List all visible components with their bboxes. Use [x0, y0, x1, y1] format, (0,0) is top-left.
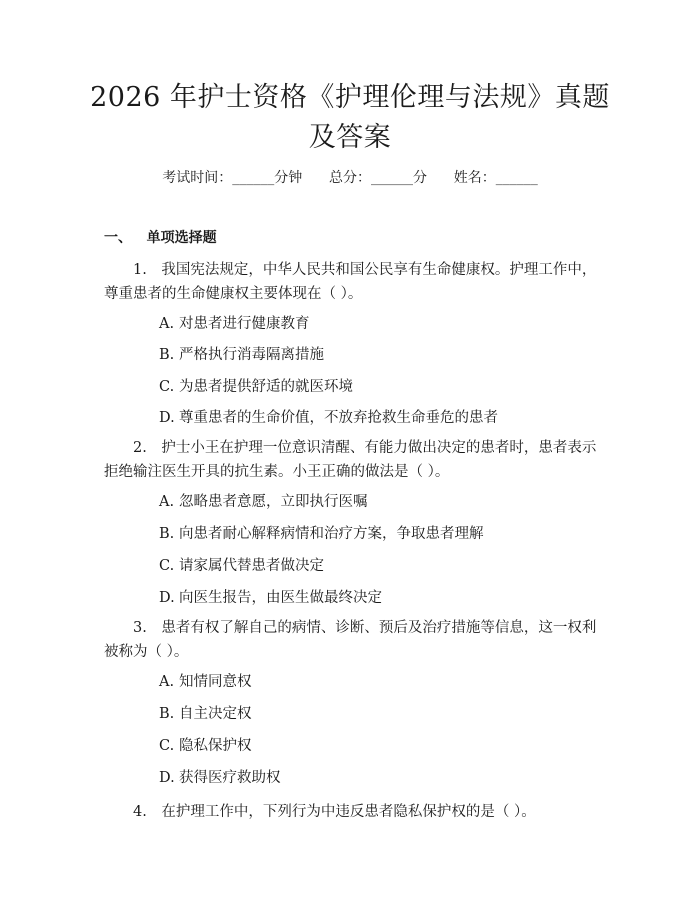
option-letter: D. [159, 770, 175, 786]
question-option [159, 556, 324, 576]
option-text: 为患者提供舒适的就医环境 [179, 379, 353, 395]
section-title: 单项选择题 [146, 230, 217, 246]
option-letter: C. [159, 738, 175, 754]
option-text: 隐私保护权 [179, 738, 252, 754]
question-option [159, 588, 382, 608]
option-text: 严格执行消毒隔离措施 [179, 347, 324, 363]
question-option [159, 704, 252, 724]
option-text: 自主决定权 [179, 706, 252, 722]
option-letter: D. [159, 590, 175, 606]
option-letter: A. [159, 674, 175, 690]
option-text: 忽略患者意愿，立即执行医嘱 [179, 494, 368, 510]
question-stem: 4. 在护理工作中，下列行为中违反患者隐私保护权的是（ ）。 [133, 804, 536, 820]
question-option [159, 314, 310, 334]
name-label: 姓名：______ [453, 170, 538, 186]
option-letter: B. [159, 347, 175, 363]
section-heading [104, 228, 217, 248]
section-number: 一、 [104, 230, 132, 246]
exam-info-line [0, 168, 700, 188]
option-text: 尊重患者的生命价值，不放弃抢救生命垂危的患者 [179, 410, 498, 426]
option-text: 向医生报告，由医生做最终决定 [179, 590, 382, 606]
option-letter: C. [159, 379, 175, 395]
option-letter: B. [159, 526, 175, 542]
exam-time-label: 考试时间：______分钟 [162, 170, 303, 186]
option-text: 知情同意权 [179, 674, 252, 690]
question-stem: 2. 护士小王在护理一位意识清醒、有能力做出决定的患者时，患者表示拒绝输注医生开具的抗生素。小王正确的做法是（ ）。 [104, 440, 597, 480]
question-stem: 3. 患者有权了解自己的病情、诊断、预后及治疗措施等信息，这一权利被称为（ ）。 [104, 620, 597, 660]
question-option [159, 377, 353, 397]
option-letter: C. [159, 558, 175, 574]
option-letter: D. [159, 410, 175, 426]
question-stem: 1. 我国宪法规定，中华人民共和国公民享有生命健康权。护理工作中，尊重患者的生命健康权主要体现在（ ）。 [104, 262, 597, 302]
question-option [159, 408, 498, 428]
total-score-label: 总分：______分 [329, 170, 427, 186]
option-text: 向患者耐心解释病情和治疗方案，争取患者理解 [179, 526, 484, 542]
question-option [159, 492, 368, 512]
question-option [159, 768, 281, 788]
option-text: 请家属代替患者做决定 [179, 558, 324, 574]
question-option [159, 672, 252, 692]
question-option [159, 345, 324, 365]
option-text: 获得医疗救助权 [179, 770, 281, 786]
option-letter: A. [159, 494, 175, 510]
option-letter: A. [159, 316, 175, 332]
document-title: 2026 年护士资格《护理伦理与法规》真题及答案 [90, 82, 610, 153]
option-letter: B. [159, 706, 175, 722]
question-option [159, 736, 252, 756]
option-text: 对患者进行健康教育 [179, 316, 310, 332]
question-option [159, 524, 484, 544]
